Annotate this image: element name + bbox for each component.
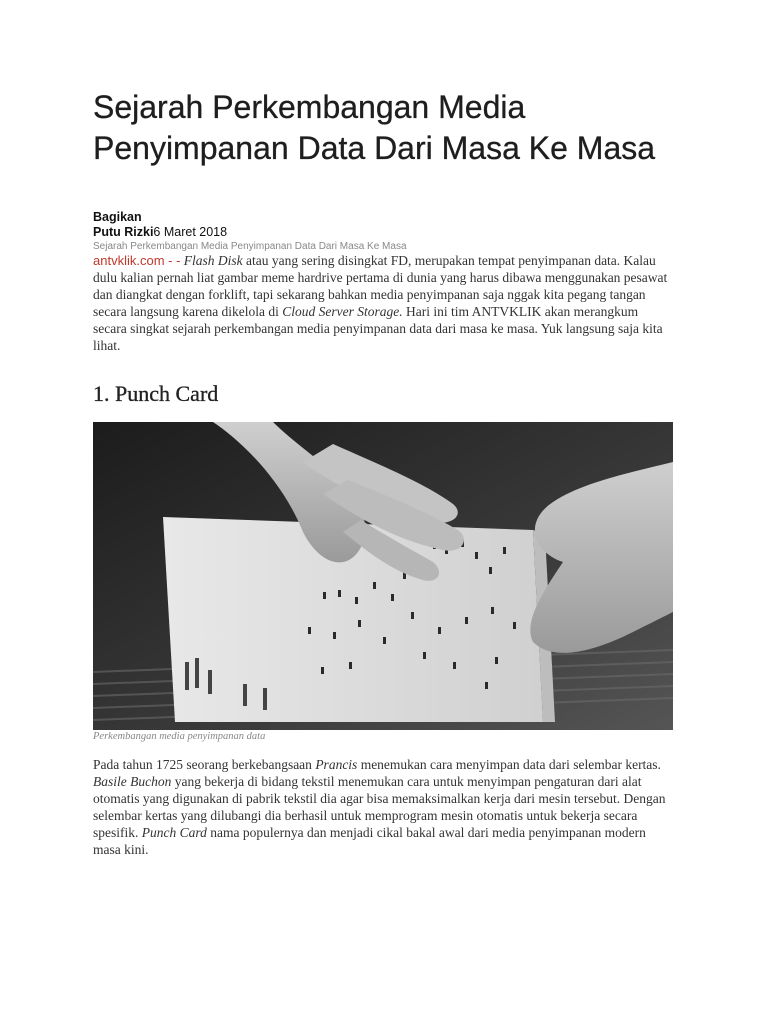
punch-card-photo (93, 422, 673, 730)
em-punch-card: Punch Card (141, 825, 207, 840)
punch-card-illustration (93, 422, 673, 730)
image-caption: Perkembangan media penyimpanan data (93, 731, 266, 742)
intro-text-a: atau yang sering disingkat FD, merupakan tempat penyimpanan data. Kalau dulu kalian pernah liat gambar meme hardrive pertama di dunia yang harus dibawa menggunakan pesawat dan diangkat dengan forklift, tapi sekarang bahkan media penyimpanan saja nggak kita pegang tangan secara langsung karena dikelola di (93, 253, 668, 319)
intro-em-flashdisk: Flash Disk (183, 253, 243, 268)
source-link[interactable]: antvklik.com - - (93, 253, 181, 268)
em-prancis: Prancis (315, 757, 358, 772)
body-text-a: Pada tahun 1725 seorang berkebangsaan (93, 757, 316, 772)
punch-card-paragraph (93, 756, 673, 858)
body-text-b: menemukan cara menyimpan data dari selembar kertas. (357, 757, 661, 772)
intro-paragraph (93, 252, 673, 354)
share-link[interactable]: Bagikan (93, 210, 142, 224)
article-title: Sejarah Perkembangan Media Penyimpanan Data Dari Masa Ke Masa (93, 89, 656, 166)
intro-text-b: Hari ini tim ANTVKLIK akan merangkum secara singkat sejarah perkembangan media penyimpanan data dari masa ke masa. Yuk langsung saja kita lihat. (93, 304, 663, 353)
article-meta (93, 210, 407, 253)
intro-em-cloud: Cloud Server Storage. (282, 304, 403, 319)
body-text-d: nama populernya dan menjadi cikal bakal awal dari media penyimpanan modern masa kini. (93, 825, 646, 857)
publish-date: 6 Maret 2018 (153, 225, 228, 239)
byline (93, 225, 407, 240)
em-basile-buchon: Basile Buchon (93, 774, 172, 789)
top-caption: Sejarah Perkembangan Media Penyimpanan Data Dari Masa Ke Masa (93, 241, 407, 252)
section-heading-punch-card: 1. Punch Card (93, 381, 219, 406)
author-name[interactable]: Putu Rizki (93, 225, 154, 239)
body-text-c: yang bekerja di bidang tekstil menemukan cara untuk menyimpan pengaturan dari alat otomatis yang digunakan di pabrik tekstil dia agar bisa memaksimalkan kerja dari mesin tersebut. Dengan selembar kertas yang dilubangi dia berhasil untuk memprogram mesin otomatis untuk bekerja secara spesifik. (93, 774, 666, 840)
